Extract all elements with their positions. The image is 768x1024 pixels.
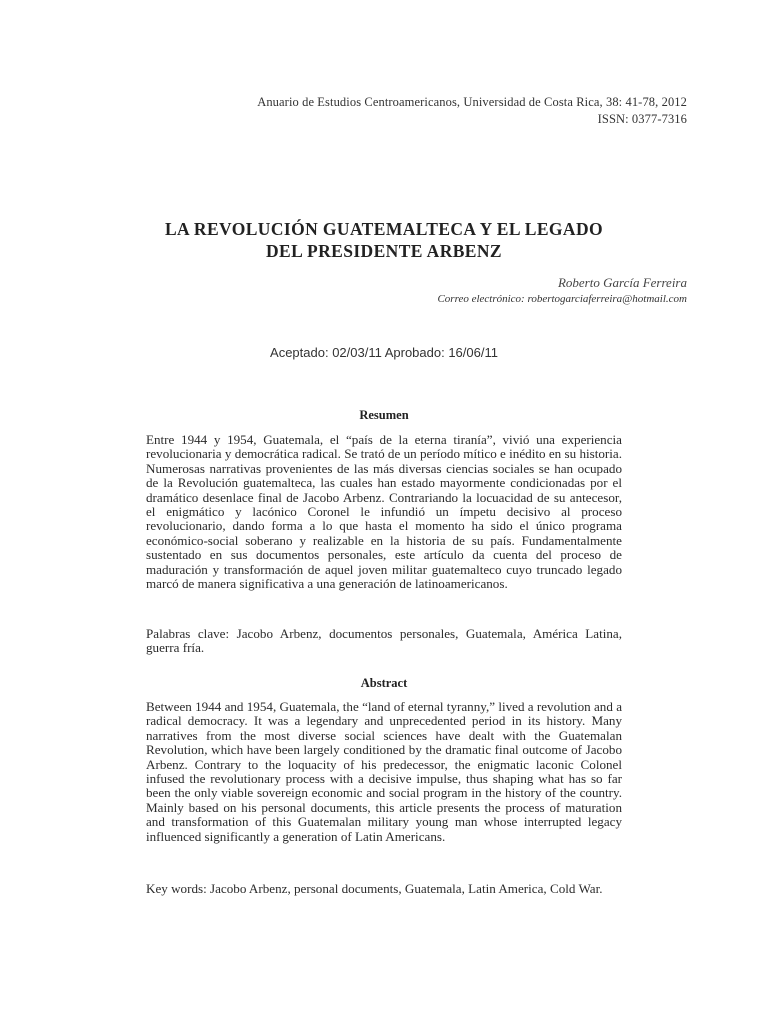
key-words: Key words: Jacobo Arbenz, personal documents, Guatemala, Latin America, Cold War. [146, 881, 603, 896]
resumen-heading: Resumen [359, 408, 409, 422]
abstract-paragraph: Between 1944 and 1954, Guatemala, the “land of eternal tyranny,” lived a revolution and a radical democracy. It was a legendary and unprecedented period in its history. Many narratives from the most diverse social sciences have dealt with the Guatemalan Revolution, which have been largely conditioned by the dramatic final outcome of Jacobo Arbenz. Contrary to the loquacity of his predecessor, the enigmatic laconic Colonel infused the revolutionary process with a decisive impulse, thus shaping what has so far been the only viable sovereign economic and social program in the history of the country. Mainly based on his personal documents, this article presents the process of maturation and transformation of this Guatemalan military young man whose interrupted legacy influenced significantly a generation of Latin Americans. [146, 699, 622, 844]
article-title-line-1: LA REVOLUCIÓN GUATEMALTECA Y EL LEGADO [164, 219, 603, 239]
article-title-line-2: DEL PRESIDENTE ARBENZ [266, 241, 502, 261]
journal-issn: ISSN: 0377-7316 [597, 112, 687, 126]
author-email: Correo electrónico: robertogarciaferreira@hotmail.com [437, 293, 687, 305]
resumen-paragraph: Entre 1944 y 1954, Guatemala, el “país de la eterna tiranía”, vivió una experiencia revolucionaria y democrática radical. Se trató de un período mítico e inédito en su historia. Numerosas narrativas provenientes de las más diversas ciencias sociales se han ocupado de la Revolución guatemalteca, las cuales han estado mayormente condicionadas por el dramático desenlace final de Jacobo Arbenz. Contrariando la locuacidad de su antecesor, el enigmático y lacónico Coronel le infundió un ímpetu decisivo al proceso revolucionario, dando forma a lo que hasta el momento ha sido el único programa económico-social soberano y realizable en la historia de su país. Fundamentalmente sustentado en sus documentos personales, este artículo da cuenta del proceso de maduración y transformación de aquel joven militar guatemalteco cuyo truncado legado marcó de manera significativa a una generación de latinoamericanos. [146, 432, 622, 592]
palabras-clave: Palabras clave: Jacobo Arbenz, documentos personales, Guatemala, América Latina, guerra fría. [146, 626, 622, 656]
acceptance-dates: Aceptado: 02/03/11 Aprobado: 16/06/11 [270, 345, 498, 360]
abstract-heading: Abstract [360, 676, 408, 690]
author-name: Roberto García Ferreira [557, 275, 687, 290]
article-title [100, 218, 668, 262]
journal-citation: Anuario de Estudios Centroamericanos, Universidad de Costa Rica, 38: 41-78, 2012 [257, 95, 687, 109]
